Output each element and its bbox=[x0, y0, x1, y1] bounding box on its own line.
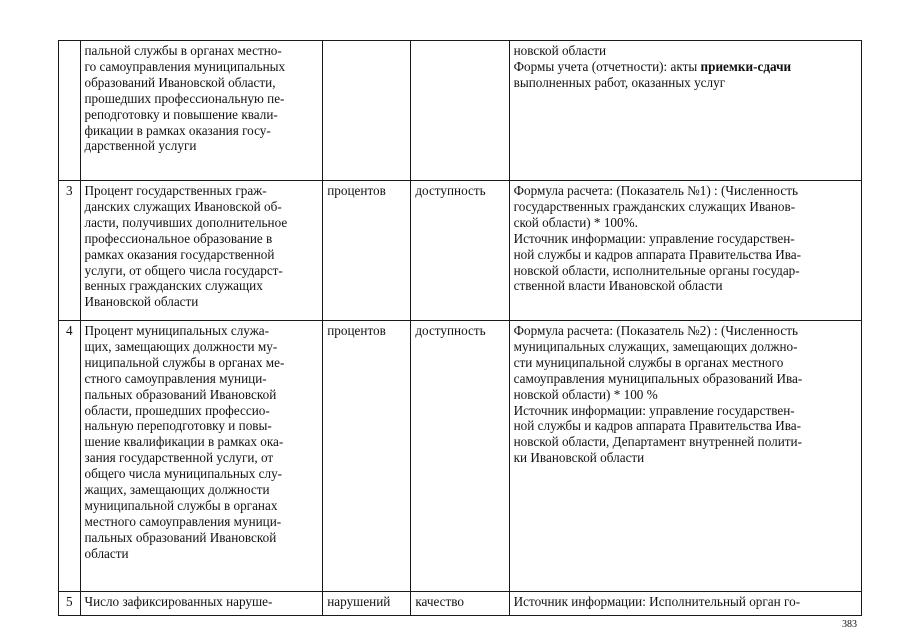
indicator-description-line: новской области bbox=[513, 43, 607, 58]
indicator-description-line: Формы учета (отчетности): акты приемки-сдачи bbox=[513, 58, 792, 74]
indicator-name-line: пальной службы в органах местно- bbox=[84, 43, 282, 58]
indicators-table bbox=[58, 40, 862, 616]
indicator-name-line: го самоуправления муниципальных bbox=[84, 58, 286, 74]
indicator-name-line: рамках оказания государственной bbox=[84, 246, 275, 262]
indicator-name bbox=[80, 592, 323, 616]
row-number bbox=[59, 321, 81, 592]
indicator-type-text: доступность bbox=[415, 323, 486, 338]
indicator-name-line: дарственной услуги bbox=[84, 138, 197, 154]
indicator-name-line: шение квалификации в рамках ока- bbox=[84, 434, 284, 450]
indicator-description-line: ной службы и кадров аппарата Правительства Ива- bbox=[513, 246, 802, 262]
indicator-unit bbox=[323, 181, 411, 321]
indicator-description-line: ственной власти Ивановской области bbox=[513, 278, 723, 294]
indicator-unit-text: процентов bbox=[327, 183, 386, 198]
indicator-name-line: области, прошедших профессио- bbox=[84, 402, 270, 418]
row-number-text: 3 bbox=[65, 183, 73, 198]
indicator-name bbox=[80, 181, 323, 321]
indicator-name-line: ниципальной службы в органах ме- bbox=[84, 354, 285, 370]
indicator-description-line: Формула расчета: (Показатель №2) : (Численность bbox=[513, 323, 798, 338]
indicator-name bbox=[80, 321, 323, 592]
indicator-unit-text: нарушений bbox=[327, 594, 391, 609]
indicator-description-line: ной службы и кадров аппарата Правительства Ива- bbox=[513, 418, 802, 434]
page-number: 383 bbox=[842, 619, 857, 630]
indicator-name-line: Ивановской области bbox=[84, 294, 199, 310]
indicator-description bbox=[509, 321, 861, 592]
indicator-name-line: нальную переподготовку и повы- bbox=[84, 418, 272, 434]
indicator-description-line: Источник информации: управление государствен- bbox=[513, 230, 795, 246]
indicator-name-line: ласти, получивших дополнительное bbox=[84, 214, 288, 230]
indicator-name-line: области bbox=[84, 545, 129, 561]
indicator-name-line: муниципальной службы в органах bbox=[84, 497, 278, 513]
indicator-name-line: образований Ивановской области, bbox=[84, 74, 276, 90]
indicator-unit-text: процентов bbox=[327, 323, 386, 338]
indicator-description-line: новской области, Департамент внутренней полити- bbox=[513, 434, 802, 450]
indicator-type bbox=[411, 181, 509, 321]
indicator-name-line: стного самоуправления муници- bbox=[84, 370, 267, 386]
indicator-name-line: прошедших профессиональную пе- bbox=[84, 90, 285, 106]
indicator-unit bbox=[323, 41, 411, 181]
indicator-description-line: новской области) * 100 % bbox=[513, 386, 658, 402]
indicator-name bbox=[80, 41, 323, 181]
indicator-description bbox=[509, 592, 861, 616]
indicator-name-line: общего числа муниципальных слу- bbox=[84, 466, 283, 482]
row-number-text: 4 bbox=[65, 323, 73, 338]
indicator-name-line: профессиональное образование в bbox=[84, 230, 273, 246]
indicator-description-line: Источник информации: Исполнительный орган го- bbox=[513, 594, 801, 609]
indicators-table-body bbox=[59, 41, 862, 616]
table-row bbox=[59, 41, 862, 181]
bold-phrase: приемки-сдачи bbox=[700, 58, 792, 74]
table-row bbox=[59, 321, 862, 592]
indicator-description bbox=[509, 181, 861, 321]
indicator-name-line: пальных образований Ивановской bbox=[84, 529, 277, 545]
indicator-description-line: самоуправления муниципальных образований Ива- bbox=[513, 370, 803, 386]
indicator-unit bbox=[323, 321, 411, 592]
indicator-description-line: Источник информации: управление государствен- bbox=[513, 402, 795, 418]
indicator-description-line: Формула расчета: (Показатель №1) : (Численность bbox=[513, 183, 798, 198]
indicator-type bbox=[411, 41, 509, 181]
indicator-name-line: данских служащих Ивановской об- bbox=[84, 198, 282, 214]
indicator-type-text: доступность bbox=[415, 183, 486, 198]
indicator-description-line: новской области, исполнительные органы государ- bbox=[513, 262, 800, 278]
indicator-description-line: ки Ивановской области bbox=[513, 450, 645, 466]
indicator-name-line: Процент муниципальных служа- bbox=[84, 323, 270, 338]
indicator-type bbox=[411, 321, 509, 592]
indicator-type bbox=[411, 592, 509, 616]
indicator-name-line: услуги, от общего числа государст- bbox=[84, 262, 283, 278]
indicator-name-line: зания государственной услуги, от bbox=[84, 450, 274, 466]
indicator-description-line: выполненных работ, оказанных услуг bbox=[513, 74, 726, 90]
indicator-name-line: Число зафиксированных наруше- bbox=[84, 594, 273, 609]
row-number bbox=[59, 181, 81, 321]
indicator-unit bbox=[323, 592, 411, 616]
indicator-name-line: жащих, замещающих должности bbox=[84, 482, 270, 498]
row-number-text: 5 bbox=[65, 594, 73, 609]
indicator-name-line: реподготовку и повышение квали- bbox=[84, 106, 278, 122]
indicator-type-text: качество bbox=[415, 594, 465, 609]
indicator-description-line: ской области) * 100%. bbox=[513, 214, 638, 230]
indicator-description bbox=[509, 41, 861, 181]
indicator-description-line: муниципальных служащих, замещающих должно- bbox=[513, 338, 798, 354]
indicator-description-line: государственных гражданских служащих Иванов- bbox=[513, 198, 796, 214]
indicator-name-line: щих, замещающих должности му- bbox=[84, 338, 278, 354]
indicator-description-line: сти муниципальной службы в органах местного bbox=[513, 354, 784, 370]
row-number bbox=[59, 592, 81, 616]
indicator-name-line: Процент государственных граж- bbox=[84, 183, 267, 198]
table-row bbox=[59, 181, 862, 321]
indicator-name-line: местного самоуправления муници- bbox=[84, 513, 282, 529]
indicator-name-line: фикации в рамках оказания госу- bbox=[84, 122, 271, 138]
row-number bbox=[59, 41, 81, 181]
indicator-name-line: пальных образований Ивановской bbox=[84, 386, 277, 402]
table-row bbox=[59, 592, 862, 616]
indicator-name-line: венных гражданских служащих bbox=[84, 278, 263, 294]
